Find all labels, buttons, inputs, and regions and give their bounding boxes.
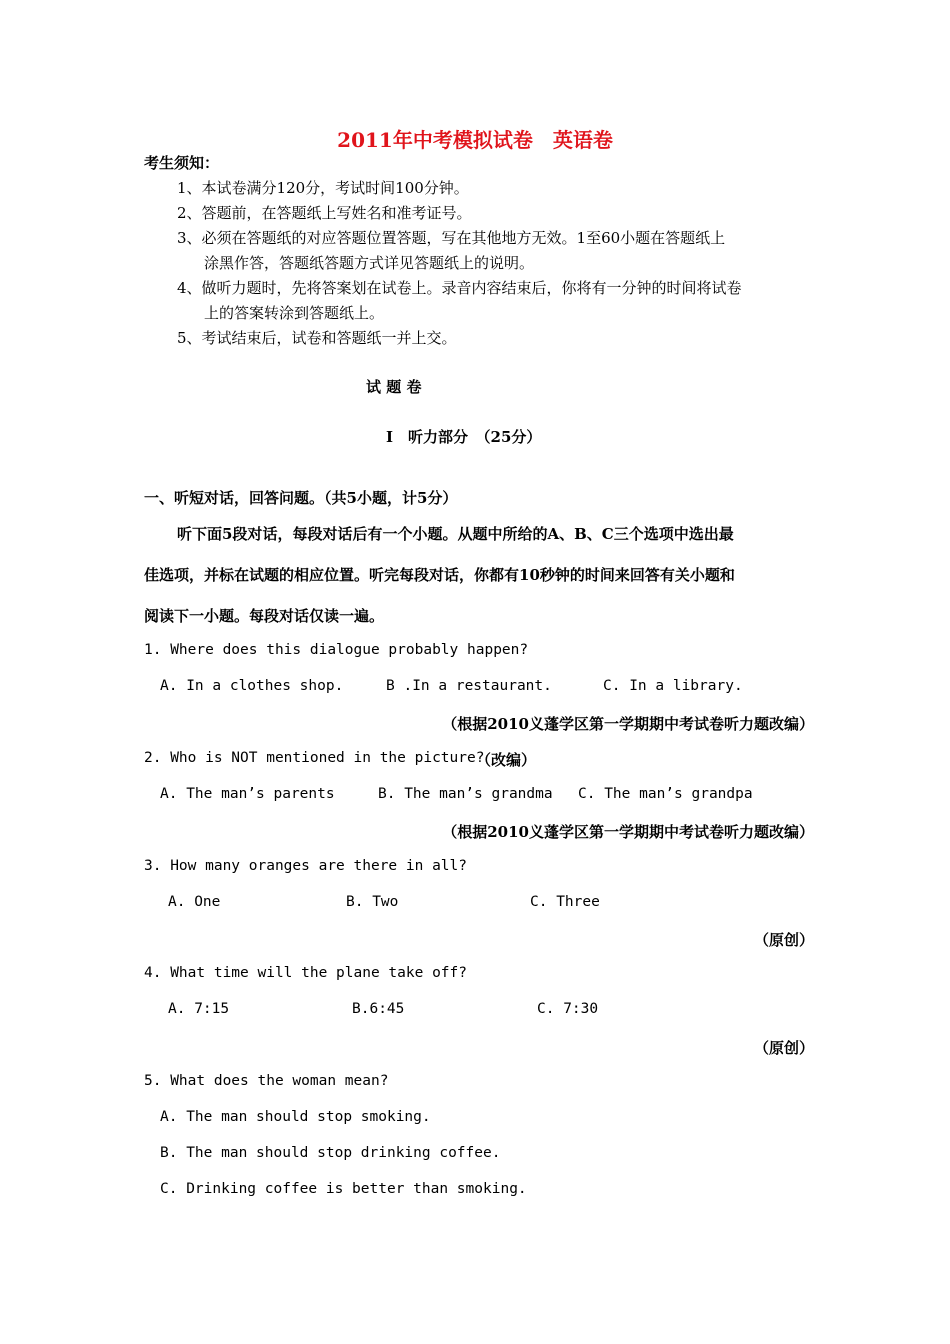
question-stem: 1. Where does this dialogue probably happen? <box>144 642 529 658</box>
notice-item: 2、答题前，在答题纸上写姓名和准考证号。 <box>177 204 472 222</box>
notice-item: 3、必须在答题纸的对应答题位置答题，写在其他地方无效。1至60小题在答题纸上 <box>177 229 726 247</box>
notice-item: 4、做听力题时，先将答案划在试卷上。录音内容结束后，你将有一分钟的时间将试卷 <box>177 279 742 297</box>
option-c: C. Drinking coffee is better than smoking. <box>160 1181 527 1197</box>
part-heading: Ⅰ 听力部分 （25分） <box>386 428 542 446</box>
option-b: B.6:45 <box>352 1001 405 1017</box>
section-instruction: 阅读下一小题。每段对话仅读一遍。 <box>144 607 385 625</box>
section-instruction: 听下面5段对话，每段对话后有一个小题。从题中所给的A、B、C三个选项中选出最 <box>177 525 734 543</box>
notice-item: 1、本试卷满分120分，考试时间100分钟。 <box>177 179 469 197</box>
question-stem: 3. How many oranges are there in all? <box>144 858 468 874</box>
option-c: C. The man’s grandpa <box>578 786 753 802</box>
question-source: （根据2010义蓬学区第一学期期中考试卷听力题改编） <box>442 715 814 733</box>
question-stem: 4. What time will the plane take off? <box>144 965 468 981</box>
option-c: C. In a library. <box>603 678 743 694</box>
option-c: C. 7:30 <box>537 1001 599 1017</box>
question-source: （原创） <box>753 931 814 949</box>
option-a: A. In a clothes shop. <box>160 678 344 694</box>
paper-label: 试 题 卷 <box>366 378 422 396</box>
question-source: （根据2010义蓬学区第一学期期中考试卷听力题改编） <box>442 823 814 841</box>
notice-item: 上的答案转涂到答题纸上。 <box>204 304 385 322</box>
question-stem: 5. What does the woman mean? <box>144 1073 389 1089</box>
option-b: B. The man’s grandma <box>378 786 553 802</box>
option-a: A. 7:15 <box>168 1001 230 1017</box>
section-instruction: 佳选项，并标在试题的相应位置。听完每段对话，你都有10秒钟的时间来回答有关小题和 <box>144 566 735 584</box>
option-b: B .In a restaurant. <box>386 678 552 694</box>
question-source: （原创） <box>753 1039 814 1057</box>
section-heading: 一、听短对话，回答问题。（共5小题，计5分） <box>144 489 458 507</box>
option-b: B. The man should stop drinking coffee. <box>160 1145 501 1161</box>
notice-item: 涂黑作答，答题纸答题方式详见答题纸上的说明。 <box>204 254 535 272</box>
option-b: B. Two <box>346 894 399 910</box>
option-a: A. The man’s parents <box>160 786 335 802</box>
notice-heading: 考生须知： <box>144 154 220 172</box>
notice-item: 5、考试结束后，试卷和答题纸一并上交。 <box>177 329 457 347</box>
question-note: （改编） <box>476 751 537 769</box>
option-c: C. Three <box>530 894 600 910</box>
option-a: A. The man should stop smoking. <box>160 1109 431 1125</box>
question-stem: 2. Who is NOT mentioned in the picture? <box>144 750 485 766</box>
option-a: A. One <box>168 894 221 910</box>
exam-title: 2011年中考模拟试卷 英语卷 <box>337 128 613 152</box>
